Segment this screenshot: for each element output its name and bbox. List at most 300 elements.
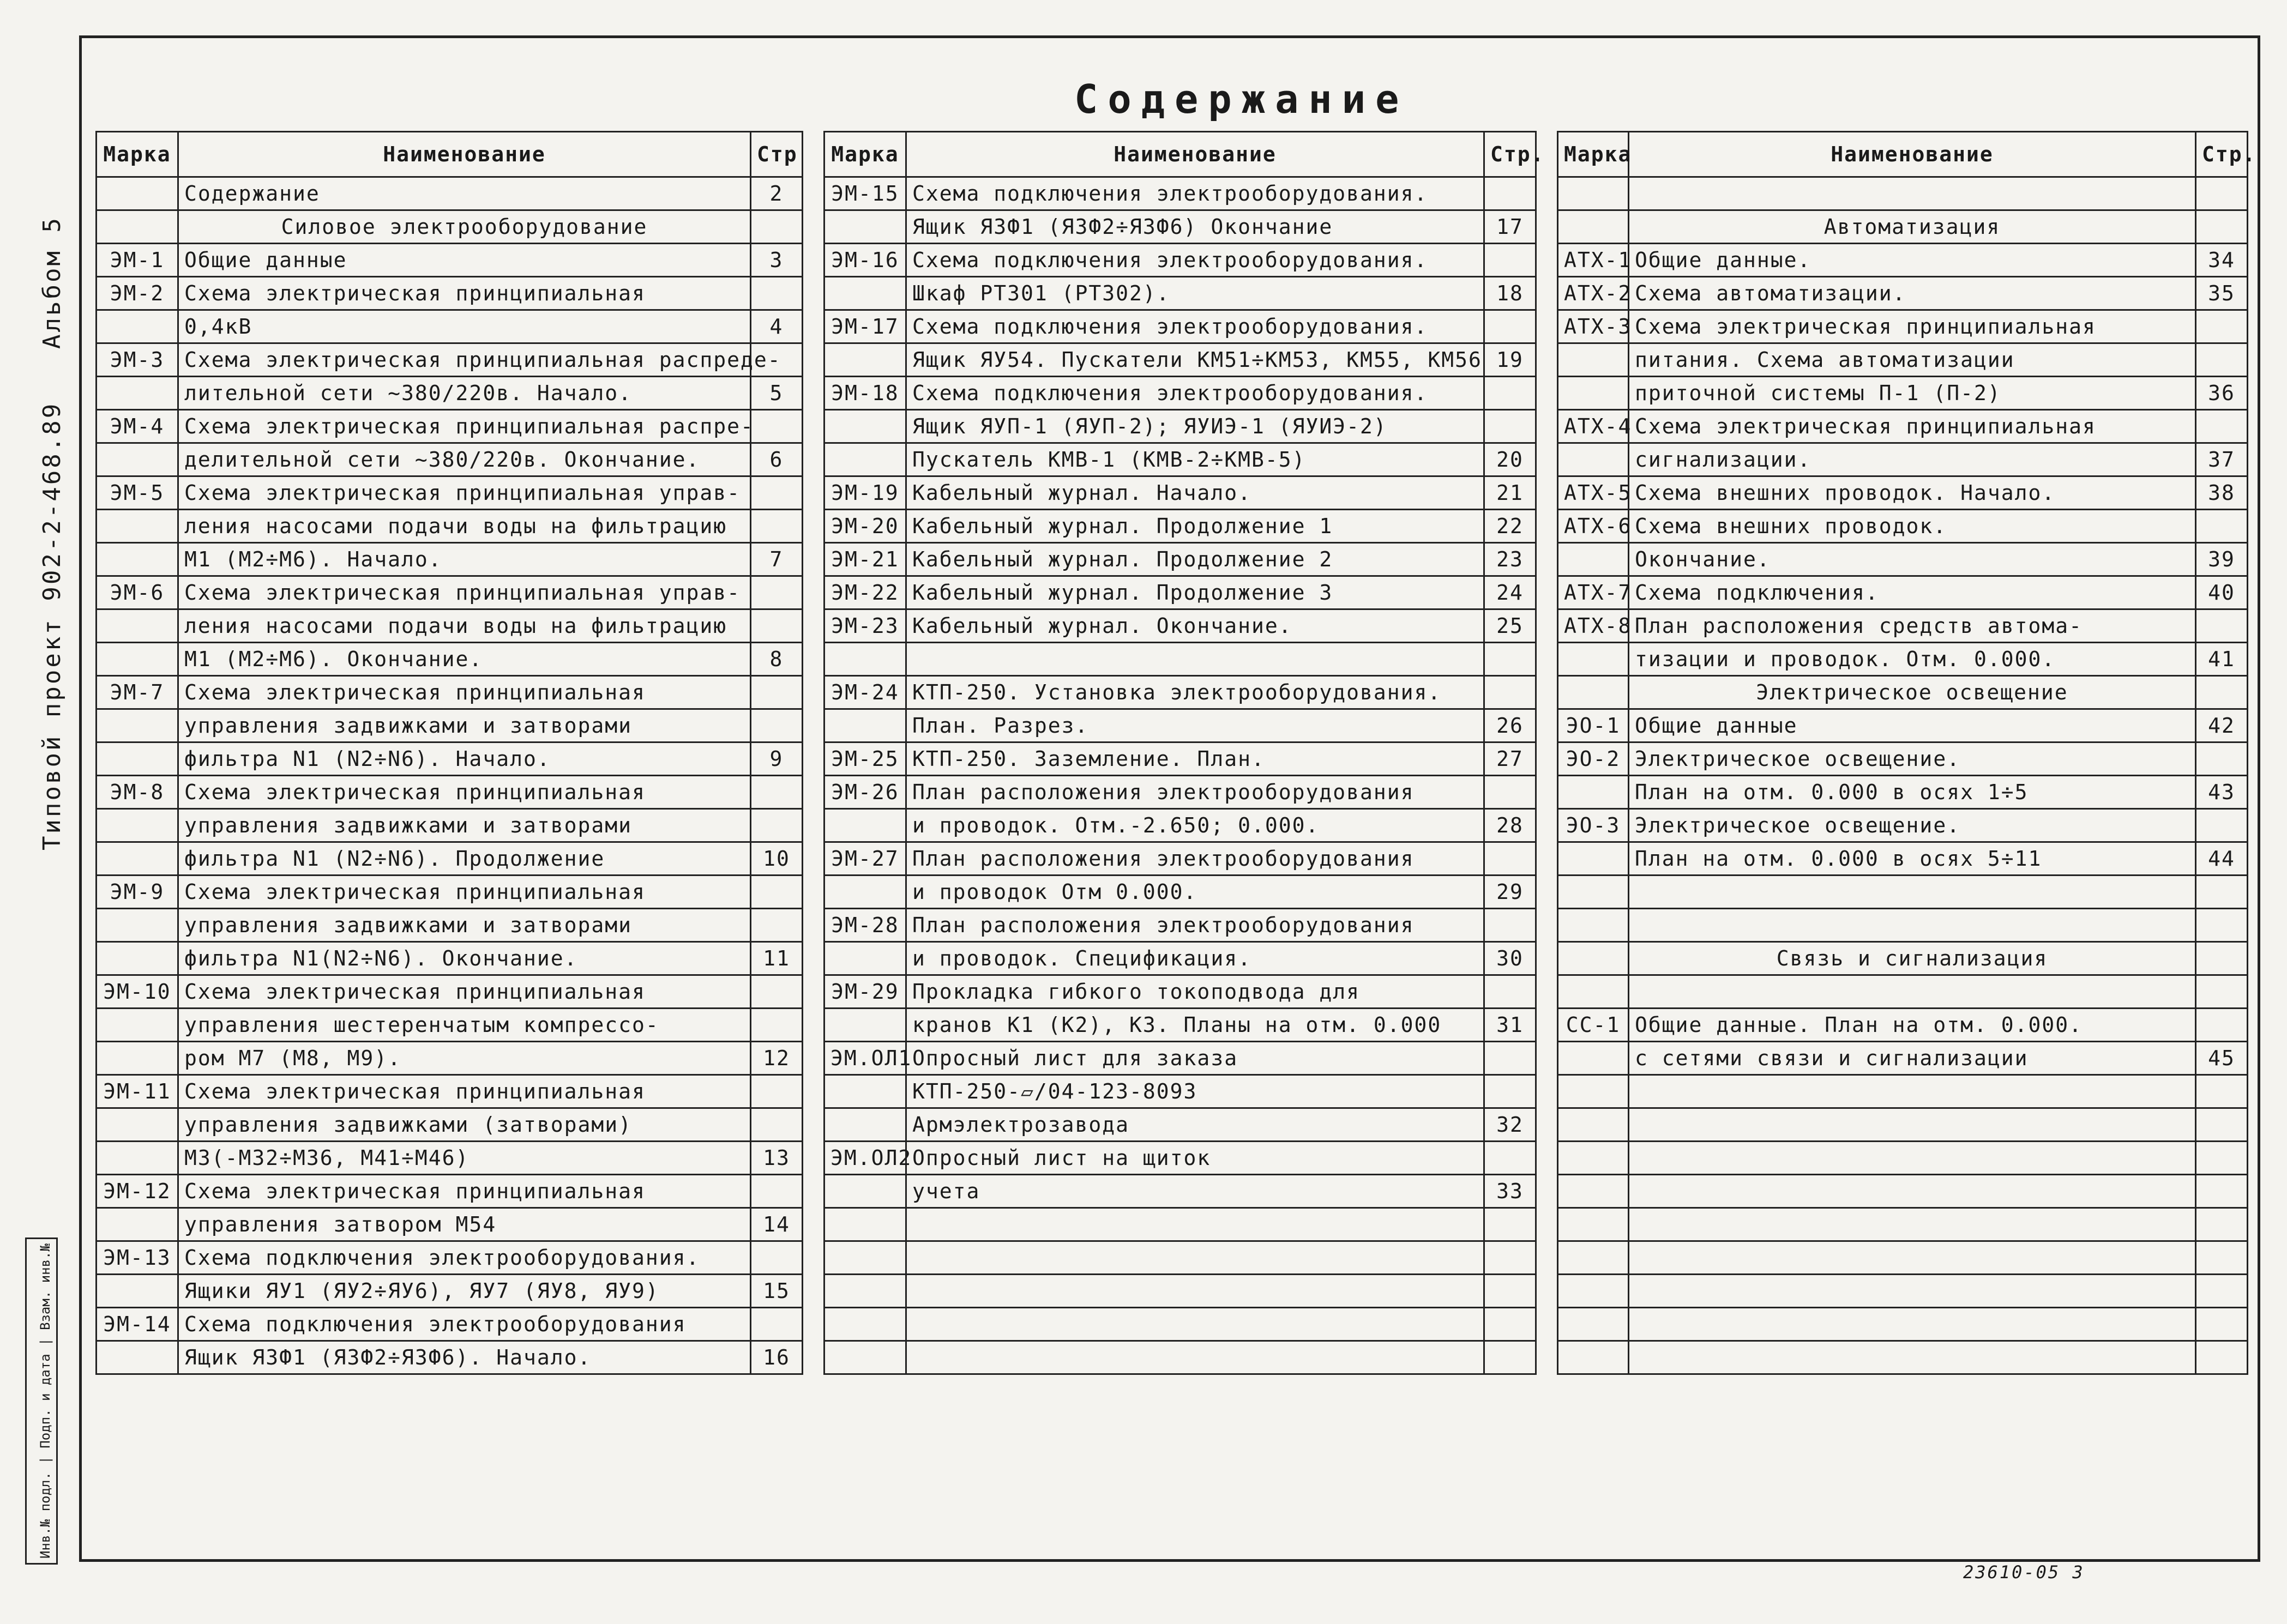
name-cell: кранов К1 (К2), К3. Планы на отм. 0.000 bbox=[906, 1009, 1484, 1042]
page-cell: 35 bbox=[2196, 277, 2248, 310]
contents-table-3 bbox=[1557, 131, 2256, 1375]
name-cell: управления задвижками (затворами) bbox=[178, 1108, 751, 1142]
table-row bbox=[97, 1208, 803, 1241]
page-cell: 20 bbox=[1484, 443, 1536, 476]
page-cell bbox=[751, 609, 803, 643]
mark-cell bbox=[1558, 1275, 1629, 1308]
header-page: Стр. bbox=[2196, 132, 2248, 177]
table-row bbox=[1558, 343, 2248, 377]
name-cell: План расположения электрооборудования bbox=[906, 842, 1484, 876]
name-cell: Силовое электрооборудование bbox=[178, 210, 751, 244]
table-row bbox=[97, 809, 803, 842]
page-cell: 21 bbox=[1484, 476, 1536, 510]
mark-cell: ЭМ-18 bbox=[824, 377, 906, 410]
mark-cell bbox=[1558, 543, 1629, 576]
name-cell: Схема подключения. bbox=[1629, 576, 2196, 609]
name-cell: учета bbox=[906, 1175, 1484, 1208]
table-row bbox=[97, 1009, 803, 1042]
name-cell: Опросный лист на щиток bbox=[906, 1142, 1484, 1175]
name-cell bbox=[1629, 876, 2196, 909]
name-cell: Шкаф РТ301 (РТ302). bbox=[906, 277, 1484, 310]
table-row bbox=[824, 177, 1536, 210]
name-cell: Прокладка гибкого токоподвода для bbox=[906, 975, 1484, 1009]
table-row bbox=[1558, 1142, 2248, 1175]
mark-cell bbox=[97, 942, 178, 975]
table-row bbox=[97, 1075, 803, 1108]
mark-cell: ЭМ-19 bbox=[824, 476, 906, 510]
mark-cell: ЭМ-7 bbox=[97, 676, 178, 709]
table-row bbox=[97, 443, 803, 476]
name-cell: Общие данные. План на отм. 0.000. bbox=[1629, 1009, 2196, 1042]
header-name: Наименование bbox=[906, 132, 1484, 177]
mark-cell bbox=[1558, 643, 1629, 676]
mark-cell: ЭМ-8 bbox=[97, 776, 178, 809]
name-cell: Электрическое освещение. bbox=[1629, 742, 2196, 776]
table-row bbox=[1558, 1075, 2248, 1108]
table-row bbox=[824, 510, 1536, 543]
mark-cell: ЭМ-10 bbox=[97, 975, 178, 1009]
table-header bbox=[97, 132, 803, 177]
name-cell: Схема электрическая принципиальная bbox=[178, 1175, 751, 1208]
page-cell bbox=[751, 809, 803, 842]
name-cell: приточной системы П-1 (П-2) bbox=[1629, 377, 2196, 410]
table-row bbox=[824, 476, 1536, 510]
table-row bbox=[97, 709, 803, 742]
page-cell bbox=[2196, 1009, 2248, 1042]
page-cell: 44 bbox=[2196, 842, 2248, 876]
mark-cell: АТХ-8 bbox=[1558, 609, 1629, 643]
table-row bbox=[97, 1308, 803, 1341]
page-cell bbox=[2196, 876, 2248, 909]
name-cell: Схема подключения электрооборудования. bbox=[906, 310, 1484, 343]
name-cell bbox=[1629, 177, 2196, 210]
sheet-number: 23610-05 3 bbox=[1963, 1562, 2085, 1583]
table-row bbox=[1558, 210, 2248, 244]
name-cell: Содержание bbox=[178, 177, 751, 210]
page-cell bbox=[751, 1175, 803, 1208]
name-cell: Схема электрическая принципиальная распреде- bbox=[178, 343, 751, 377]
name-cell: Ящик ЯЗФ1 (ЯЗФ2÷ЯЗФ6). Начало. bbox=[178, 1341, 751, 1374]
name-cell bbox=[1629, 1108, 2196, 1142]
page-cell: 45 bbox=[2196, 1042, 2248, 1075]
name-cell: Ящик ЯУП-1 (ЯУП-2); ЯУИЭ-1 (ЯУИЭ-2) bbox=[906, 410, 1484, 443]
mark-cell bbox=[824, 1308, 906, 1341]
page-cell: 33 bbox=[1484, 1175, 1536, 1208]
table-row bbox=[97, 343, 803, 377]
name-cell bbox=[1629, 975, 2196, 1009]
page-cell: 29 bbox=[1484, 876, 1536, 909]
table-row bbox=[1558, 1042, 2248, 1075]
table-row bbox=[824, 975, 1536, 1009]
mark-cell bbox=[824, 1009, 906, 1042]
name-cell: Кабельный журнал. Продолжение 1 bbox=[906, 510, 1484, 543]
name-cell: питания. Схема автоматизации bbox=[1629, 343, 2196, 377]
table-row bbox=[97, 1142, 803, 1175]
page-cell bbox=[2196, 1308, 2248, 1341]
mark-cell: АТХ-2 bbox=[1558, 277, 1629, 310]
table-row bbox=[1558, 909, 2248, 942]
name-cell bbox=[906, 1308, 1484, 1341]
name-cell: Схема электрическая принципиальная bbox=[178, 975, 751, 1009]
name-cell bbox=[906, 1341, 1484, 1374]
table-row bbox=[824, 742, 1536, 776]
mark-cell bbox=[97, 1042, 178, 1075]
page-cell: 32 bbox=[1484, 1108, 1536, 1142]
name-cell: фильтра N1 (N2÷N6). Продолжение bbox=[178, 842, 751, 876]
name-cell: М1 (М2÷М6). Начало. bbox=[178, 543, 751, 576]
name-cell: Общие данные bbox=[1629, 709, 2196, 742]
table-row bbox=[97, 643, 803, 676]
page-cell bbox=[2196, 1108, 2248, 1142]
table-row bbox=[1558, 244, 2248, 277]
header-mark: Марка bbox=[1558, 132, 1629, 177]
mark-cell: ЭО-2 bbox=[1558, 742, 1629, 776]
name-cell: Электрическое освещение. bbox=[1629, 809, 2196, 842]
name-cell: и проводок. Спецификация. bbox=[906, 942, 1484, 975]
mark-cell bbox=[824, 1108, 906, 1142]
table-row bbox=[97, 576, 803, 609]
page-cell bbox=[1484, 1341, 1536, 1374]
header-mark: Марка bbox=[97, 132, 178, 177]
table-header bbox=[824, 132, 1536, 177]
name-cell: Кабельный журнал. Продолжение 3 bbox=[906, 576, 1484, 609]
page-cell: 8 bbox=[751, 643, 803, 676]
table-row bbox=[1558, 676, 2248, 709]
table-row bbox=[824, 876, 1536, 909]
mark-cell: АТХ-5 bbox=[1558, 476, 1629, 510]
mark-cell bbox=[1558, 676, 1629, 709]
page-cell: 22 bbox=[1484, 510, 1536, 543]
mark-cell bbox=[97, 1208, 178, 1241]
name-cell: Схема внешних проводок. Начало. bbox=[1629, 476, 2196, 510]
table-row bbox=[1558, 709, 2248, 742]
name-cell: План расположения электрооборудования bbox=[906, 909, 1484, 942]
mark-cell bbox=[824, 410, 906, 443]
name-cell bbox=[906, 643, 1484, 676]
mark-cell: ЭМ-5 bbox=[97, 476, 178, 510]
mark-cell: ЭМ-23 bbox=[824, 609, 906, 643]
name-cell: Схема подключения электрооборудования. bbox=[906, 377, 1484, 410]
page-cell: 9 bbox=[751, 742, 803, 776]
header-name: Наименование bbox=[1629, 132, 2196, 177]
mark-cell bbox=[1558, 1042, 1629, 1075]
name-cell: Общие данные bbox=[178, 244, 751, 277]
table-row bbox=[824, 709, 1536, 742]
mark-cell bbox=[1558, 443, 1629, 476]
table-row bbox=[1558, 177, 2248, 210]
header-page: Стр bbox=[751, 132, 803, 177]
page-cell bbox=[2196, 177, 2248, 210]
mark-cell bbox=[824, 1241, 906, 1275]
name-cell: управления задвижками и затворами bbox=[178, 909, 751, 942]
mark-cell bbox=[97, 842, 178, 876]
page-cell: 17 bbox=[1484, 210, 1536, 244]
name-cell bbox=[1629, 1308, 2196, 1341]
mark-cell: ЭМ-27 bbox=[824, 842, 906, 876]
table-row bbox=[1558, 975, 2248, 1009]
mark-cell bbox=[824, 809, 906, 842]
page-cell bbox=[1484, 244, 1536, 277]
table-row bbox=[97, 609, 803, 643]
mark-cell: ЭМ-15 bbox=[824, 177, 906, 210]
mark-cell: ЭМ-9 bbox=[97, 876, 178, 909]
name-cell: Ящик ЯУ54. Пускатели КМ51÷КМ53, КМ55, КМ56 bbox=[906, 343, 1484, 377]
page-cell: 41 bbox=[2196, 643, 2248, 676]
mark-cell bbox=[824, 1075, 906, 1108]
table-row bbox=[824, 277, 1536, 310]
table-row bbox=[1558, 377, 2248, 410]
mark-cell bbox=[824, 709, 906, 742]
mark-cell bbox=[824, 210, 906, 244]
page-cell bbox=[2196, 1241, 2248, 1275]
table-row bbox=[824, 210, 1536, 244]
mark-cell: ЭО-3 bbox=[1558, 809, 1629, 842]
table-header bbox=[1558, 132, 2248, 177]
name-cell: Схема подключения электрооборудования bbox=[178, 1308, 751, 1341]
page-cell: 37 bbox=[2196, 443, 2248, 476]
mark-cell bbox=[1558, 1308, 1629, 1341]
mark-cell bbox=[97, 510, 178, 543]
table-row bbox=[824, 1108, 1536, 1142]
mark-cell bbox=[1558, 343, 1629, 377]
table-row bbox=[824, 1241, 1536, 1275]
mark-cell: ЭМ-28 bbox=[824, 909, 906, 942]
name-cell: фильтра N1(N2÷N6). Окончание. bbox=[178, 942, 751, 975]
page-cell: 10 bbox=[751, 842, 803, 876]
mark-cell bbox=[824, 1275, 906, 1308]
name-cell bbox=[1629, 1175, 2196, 1208]
header-mark: Марка bbox=[824, 132, 906, 177]
table-row bbox=[1558, 942, 2248, 975]
table-row bbox=[1558, 310, 2248, 343]
table-row bbox=[1558, 1308, 2248, 1341]
name-cell bbox=[906, 1275, 1484, 1308]
name-cell: и проводок. Отм.-2.650; 0.000. bbox=[906, 809, 1484, 842]
mark-cell bbox=[97, 909, 178, 942]
table-row bbox=[824, 676, 1536, 709]
page-cell: 7 bbox=[751, 543, 803, 576]
name-cell bbox=[1629, 1341, 2196, 1374]
mark-cell: АТХ-1 bbox=[1558, 244, 1629, 277]
mark-cell: ЭМ-26 bbox=[824, 776, 906, 809]
name-cell bbox=[1629, 1142, 2196, 1175]
mark-cell: ЭМ-22 bbox=[824, 576, 906, 609]
name-cell: управления задвижками и затворами bbox=[178, 809, 751, 842]
table-row bbox=[824, 543, 1536, 576]
table-row bbox=[97, 942, 803, 975]
stamp-text: Инв.№ подл. | Подп. и дата | Взам. инв.№ bbox=[38, 1243, 53, 1559]
mark-cell: ЭМ.ОЛ1 bbox=[824, 1042, 906, 1075]
header-name: Наименование bbox=[178, 132, 751, 177]
page-cell: 6 bbox=[751, 443, 803, 476]
page-cell bbox=[2196, 676, 2248, 709]
page-cell bbox=[751, 1108, 803, 1142]
page-cell: 13 bbox=[751, 1142, 803, 1175]
mark-cell bbox=[1558, 842, 1629, 876]
mark-cell bbox=[824, 277, 906, 310]
table-row bbox=[824, 643, 1536, 676]
table-row bbox=[824, 609, 1536, 643]
page-cell bbox=[1484, 1275, 1536, 1308]
mark-cell bbox=[1558, 177, 1629, 210]
table-row bbox=[824, 377, 1536, 410]
table-row bbox=[1558, 543, 2248, 576]
page-cell bbox=[751, 776, 803, 809]
mark-cell bbox=[1558, 210, 1629, 244]
page-cell bbox=[1484, 975, 1536, 1009]
mark-cell: СС-1 bbox=[1558, 1009, 1629, 1042]
mark-cell bbox=[1558, 975, 1629, 1009]
table-row bbox=[97, 1108, 803, 1142]
table-row bbox=[1558, 876, 2248, 909]
name-cell: Кабельный журнал. Начало. bbox=[906, 476, 1484, 510]
name-cell bbox=[906, 1208, 1484, 1241]
table-row bbox=[1558, 842, 2248, 876]
table-row bbox=[1558, 1241, 2248, 1275]
page-cell: 42 bbox=[2196, 709, 2248, 742]
mark-cell bbox=[1558, 377, 1629, 410]
name-cell: КТП-250-▱/04-123-8093 bbox=[906, 1075, 1484, 1108]
name-cell: Схема подключения электрооборудования. bbox=[178, 1241, 751, 1275]
page-cell: 28 bbox=[1484, 809, 1536, 842]
mark-cell bbox=[1558, 1241, 1629, 1275]
page-title: Содержание bbox=[1074, 76, 1409, 122]
mark-cell: ЭМ-29 bbox=[824, 975, 906, 1009]
name-cell: М3(-М32÷М36, М41÷М46) bbox=[178, 1142, 751, 1175]
table-row bbox=[824, 1042, 1536, 1075]
name-cell: Схема электрическая принципиальная bbox=[1629, 310, 2196, 343]
name-cell: Схема электрическая принципиальная bbox=[178, 876, 751, 909]
page-cell: 34 bbox=[2196, 244, 2248, 277]
table-row bbox=[1558, 1208, 2248, 1241]
mark-cell: ЭМ-17 bbox=[824, 310, 906, 343]
table-row bbox=[1558, 1009, 2248, 1042]
mark-cell bbox=[97, 310, 178, 343]
mark-cell bbox=[824, 1208, 906, 1241]
table-row bbox=[1558, 1341, 2248, 1374]
table-row bbox=[97, 277, 803, 310]
page-cell bbox=[1484, 1308, 1536, 1341]
table-row bbox=[824, 909, 1536, 942]
page-cell bbox=[751, 676, 803, 709]
mark-cell bbox=[824, 343, 906, 377]
name-cell bbox=[1629, 1241, 2196, 1275]
mark-cell: ЭМ-24 bbox=[824, 676, 906, 709]
table-row bbox=[824, 410, 1536, 443]
table-row bbox=[1558, 742, 2248, 776]
mark-cell bbox=[97, 1142, 178, 1175]
mark-cell bbox=[1558, 942, 1629, 975]
mark-cell bbox=[97, 543, 178, 576]
mark-cell: АТХ-6 bbox=[1558, 510, 1629, 543]
mark-cell bbox=[97, 377, 178, 410]
table-row bbox=[1558, 1108, 2248, 1142]
table-row bbox=[824, 1208, 1536, 1241]
page-cell: 14 bbox=[751, 1208, 803, 1241]
mark-cell bbox=[97, 643, 178, 676]
table-row bbox=[97, 1341, 803, 1374]
mark-cell bbox=[1558, 1175, 1629, 1208]
album-label: Альбом 5 bbox=[38, 216, 66, 349]
mark-cell: ЭМ-20 bbox=[824, 510, 906, 543]
name-cell: тизации и проводок. Отм. 0.000. bbox=[1629, 643, 2196, 676]
page-cell bbox=[1484, 776, 1536, 809]
mark-cell: ЭМ-2 bbox=[97, 277, 178, 310]
name-cell: План расположения средств автома- bbox=[1629, 609, 2196, 643]
page-cell bbox=[751, 1308, 803, 1341]
page-cell: 2 bbox=[751, 177, 803, 210]
table-row bbox=[97, 1175, 803, 1208]
mark-cell bbox=[824, 643, 906, 676]
page-cell: 27 bbox=[1484, 742, 1536, 776]
table-row bbox=[97, 377, 803, 410]
name-cell: и проводок Отм 0.000. bbox=[906, 876, 1484, 909]
mark-cell: ЭМ.ОЛ2 bbox=[824, 1142, 906, 1175]
page-cell bbox=[2196, 1341, 2248, 1374]
page-cell bbox=[751, 476, 803, 510]
name-cell: управления затвором М54 bbox=[178, 1208, 751, 1241]
page-cell bbox=[2196, 510, 2248, 543]
project-label: Типовой проект 902-2-468.89 bbox=[38, 401, 66, 850]
mark-cell bbox=[97, 809, 178, 842]
table-row bbox=[824, 776, 1536, 809]
mark-cell bbox=[1558, 1208, 1629, 1241]
mark-cell bbox=[824, 1341, 906, 1374]
table-row bbox=[824, 1275, 1536, 1308]
table-row bbox=[1558, 609, 2248, 643]
mark-cell bbox=[1558, 876, 1629, 909]
table-row bbox=[1558, 809, 2248, 842]
table-row bbox=[824, 842, 1536, 876]
table-row bbox=[824, 1341, 1536, 1374]
page-cell bbox=[751, 876, 803, 909]
table-row bbox=[1558, 510, 2248, 543]
mark-cell: АТХ-3 bbox=[1558, 310, 1629, 343]
name-cell: ром М7 (М8, М9). bbox=[178, 1042, 751, 1075]
page-cell: 5 bbox=[751, 377, 803, 410]
name-cell: Окончание. bbox=[1629, 543, 2196, 576]
name-cell: делительной сети ~380/220в. Окончание. bbox=[178, 443, 751, 476]
name-cell: управления шестеренчатым компрессо- bbox=[178, 1009, 751, 1042]
name-cell bbox=[906, 1241, 1484, 1275]
page-cell: 26 bbox=[1484, 709, 1536, 742]
name-cell: Схема подключения электрооборудования. bbox=[906, 177, 1484, 210]
name-cell: КТП-250. Заземление. План. bbox=[906, 742, 1484, 776]
page-cell: 23 bbox=[1484, 543, 1536, 576]
name-cell: Ящик ЯЗФ1 (ЯЗФ2÷ЯЗФ6) Окончание bbox=[906, 210, 1484, 244]
approval-stamp bbox=[25, 1237, 58, 1565]
table-row bbox=[1558, 476, 2248, 510]
page-cell: 24 bbox=[1484, 576, 1536, 609]
mark-cell bbox=[97, 1275, 178, 1308]
page-cell bbox=[751, 909, 803, 942]
mark-cell bbox=[1558, 1108, 1629, 1142]
mark-cell: ЭМ-13 bbox=[97, 1241, 178, 1275]
mark-cell bbox=[1558, 1142, 1629, 1175]
name-cell: Ящики ЯУ1 (ЯУ2÷ЯУ6), ЯУ7 (ЯУ8, ЯУ9) bbox=[178, 1275, 751, 1308]
mark-cell: ЭМ-21 bbox=[824, 543, 906, 576]
page-cell bbox=[1484, 842, 1536, 876]
page-cell: 38 bbox=[2196, 476, 2248, 510]
page-cell bbox=[2196, 1275, 2248, 1308]
page-cell: 25 bbox=[1484, 609, 1536, 643]
page-cell bbox=[1484, 310, 1536, 343]
name-cell: Армэлектрозавода bbox=[906, 1108, 1484, 1142]
table-row bbox=[97, 1042, 803, 1075]
page-cell: 11 bbox=[751, 942, 803, 975]
page-cell bbox=[751, 1241, 803, 1275]
page-cell bbox=[1484, 1208, 1536, 1241]
